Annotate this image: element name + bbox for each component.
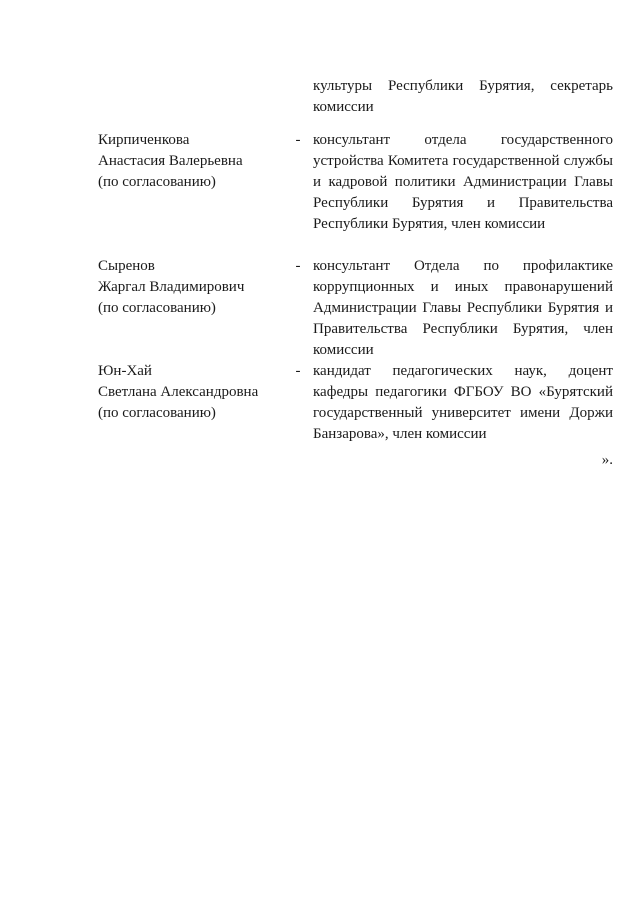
member-surname: Кирпиченкова — [98, 132, 190, 148]
member-dash: - — [295, 363, 301, 379]
member-name-block — [98, 130, 283, 193]
member-position: консультант отдела государственного устройства Комитета государственной службы и кадровой политики Администрации Главы Республики Бурятия и Правительства Республики Бурятия, член комиссии — [313, 132, 613, 232]
member-position: кандидат педагогических наук, доцент кафедры педагогики ФГБОУ ВО «Бурятский государственный университет имени Доржи Банзарова», член комиссии — [313, 363, 613, 442]
member-dash: - — [295, 258, 301, 274]
member-approval-note: (по согласованию) — [98, 300, 216, 316]
member-given-names: Светлана Александровна — [98, 384, 259, 400]
member-approval-note: (по согласованию) — [98, 174, 216, 190]
member-position: консультант Отдела по профилактике коррупционных и иных правонарушений Администрации Главы Республики Бурятия и Правительства Республики Бурятия, член комиссии — [313, 258, 613, 358]
member-name-block — [98, 361, 283, 424]
member-surname: Сыренов — [98, 258, 155, 274]
continued-position-text: культуры Республики Бурятия, секретарь комиссии — [313, 78, 613, 115]
member-given-names: Анастасия Валерьевна — [98, 153, 243, 169]
member-approval-note: (по согласованию) — [98, 405, 216, 421]
member-given-names: Жаргал Владимирович — [98, 279, 245, 295]
closing-quote-mark: ». — [601, 452, 613, 468]
member-dash: - — [295, 132, 301, 148]
member-surname: Юн-Хай — [98, 363, 152, 379]
member-name-block — [98, 256, 283, 319]
